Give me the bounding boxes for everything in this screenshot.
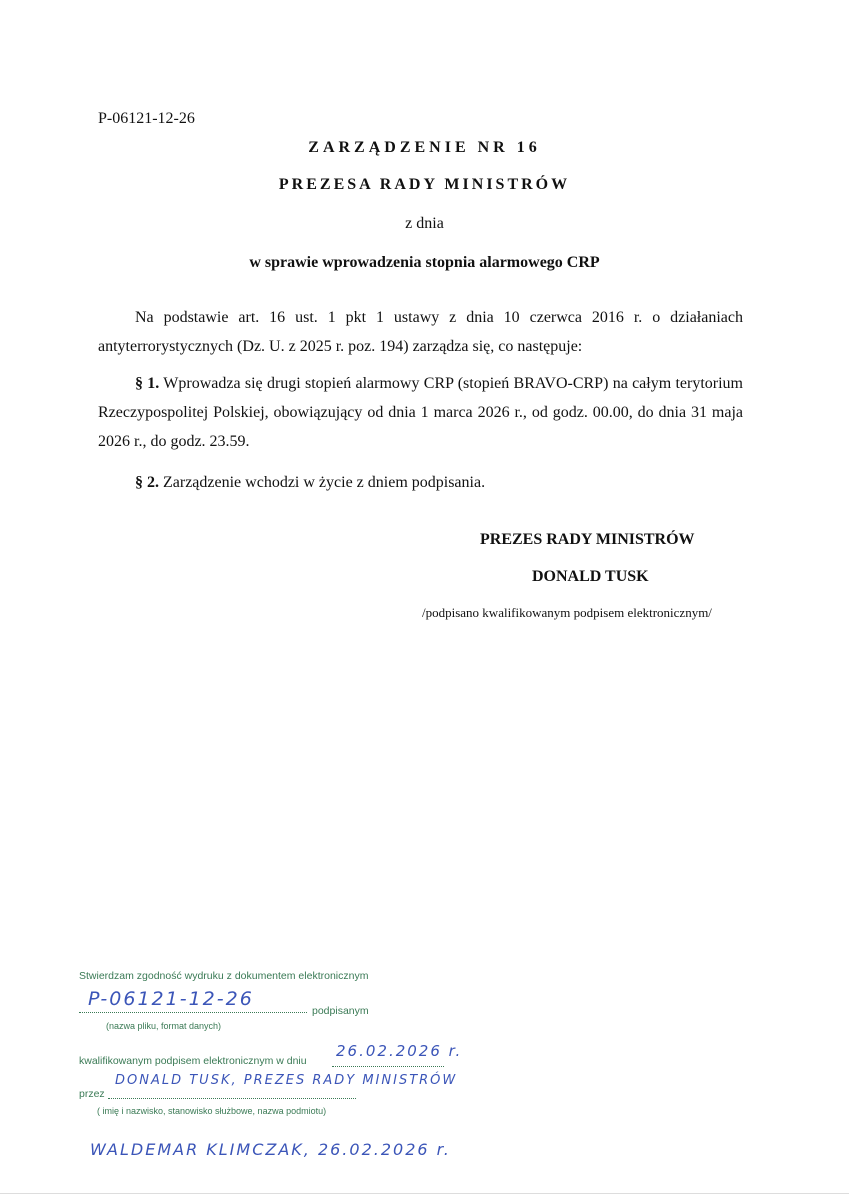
file-name-line: [79, 1012, 307, 1013]
issuer-title: PREZESA RADY MINISTRÓW: [278, 176, 571, 193]
subject-line: w sprawie wprowadzenia stopnia alarmowego CRP: [249, 254, 600, 271]
handwritten-signing-date: 26.02.2026 r.: [336, 1042, 463, 1060]
legal-basis-paragraph: Na podstawie art. 16 ust. 1 pkt 1 ustawy z dnia 10 czerwca 2016 r. o działaniach antyterrorystycznych (Dz. U. z 2025 r. poz. 194) zarządza się, co następuje:: [98, 309, 743, 355]
date-line: z dnia: [405, 215, 444, 232]
file-name-caption: (nazwa pliku, format danych): [106, 1021, 222, 1031]
section-2-text: Zarządzenie wchodzi w życie z dniem podpisania.: [159, 474, 486, 491]
signed-label: podpisanym: [312, 1005, 369, 1017]
page-bottom-edge: [0, 1193, 849, 1194]
order-title: ZARZĄDZENIE NR 16: [308, 139, 541, 156]
section-1-text: Wprowadza się drugi stopień alarmowy CRP (stopień BRAVO-CRP) na całym terytorium Rzeczypospolitej Polskiej, obowiązujący od dnia 1 marca 2026 r., od godz. 00.00, do dnia 31 maja 2026 r., do godz. 23.59.: [98, 375, 744, 450]
signatory-title: PREZES RADY MINISTRÓW: [480, 531, 695, 548]
by-label: przez: [79, 1088, 105, 1100]
stamp-header: Stwierdzam zgodność wydruku z dokumentem elektronicznym: [79, 970, 369, 982]
electronic-signature-note: /podpisano kwalifikowanym podpisem elektronicznym/: [422, 605, 712, 620]
qualified-signature-label: kwalifikowanym podpisem elektronicznym w dniu: [79, 1055, 307, 1067]
signer-caption: ( imię i nazwisko, stanowisko służbowe, nazwa podmiotu): [97, 1106, 327, 1116]
handwritten-signer: DONALD TUSK, PREZES RADY MINISTRÓW: [115, 1073, 458, 1088]
handwritten-file-name: P-06121-12-26: [88, 988, 254, 1010]
signing-date-line: [332, 1066, 444, 1067]
signer-line: [108, 1098, 356, 1099]
signatory-name: DONALD TUSK: [532, 568, 649, 585]
handwritten-verifier: WALDEMAR KLIMCZAK, 26.02.2026 r.: [90, 1140, 451, 1159]
document-number: P-06121-12-26: [98, 110, 195, 127]
section-2-marker: § 2.: [135, 474, 159, 491]
section-1-marker: § 1.: [135, 375, 160, 392]
